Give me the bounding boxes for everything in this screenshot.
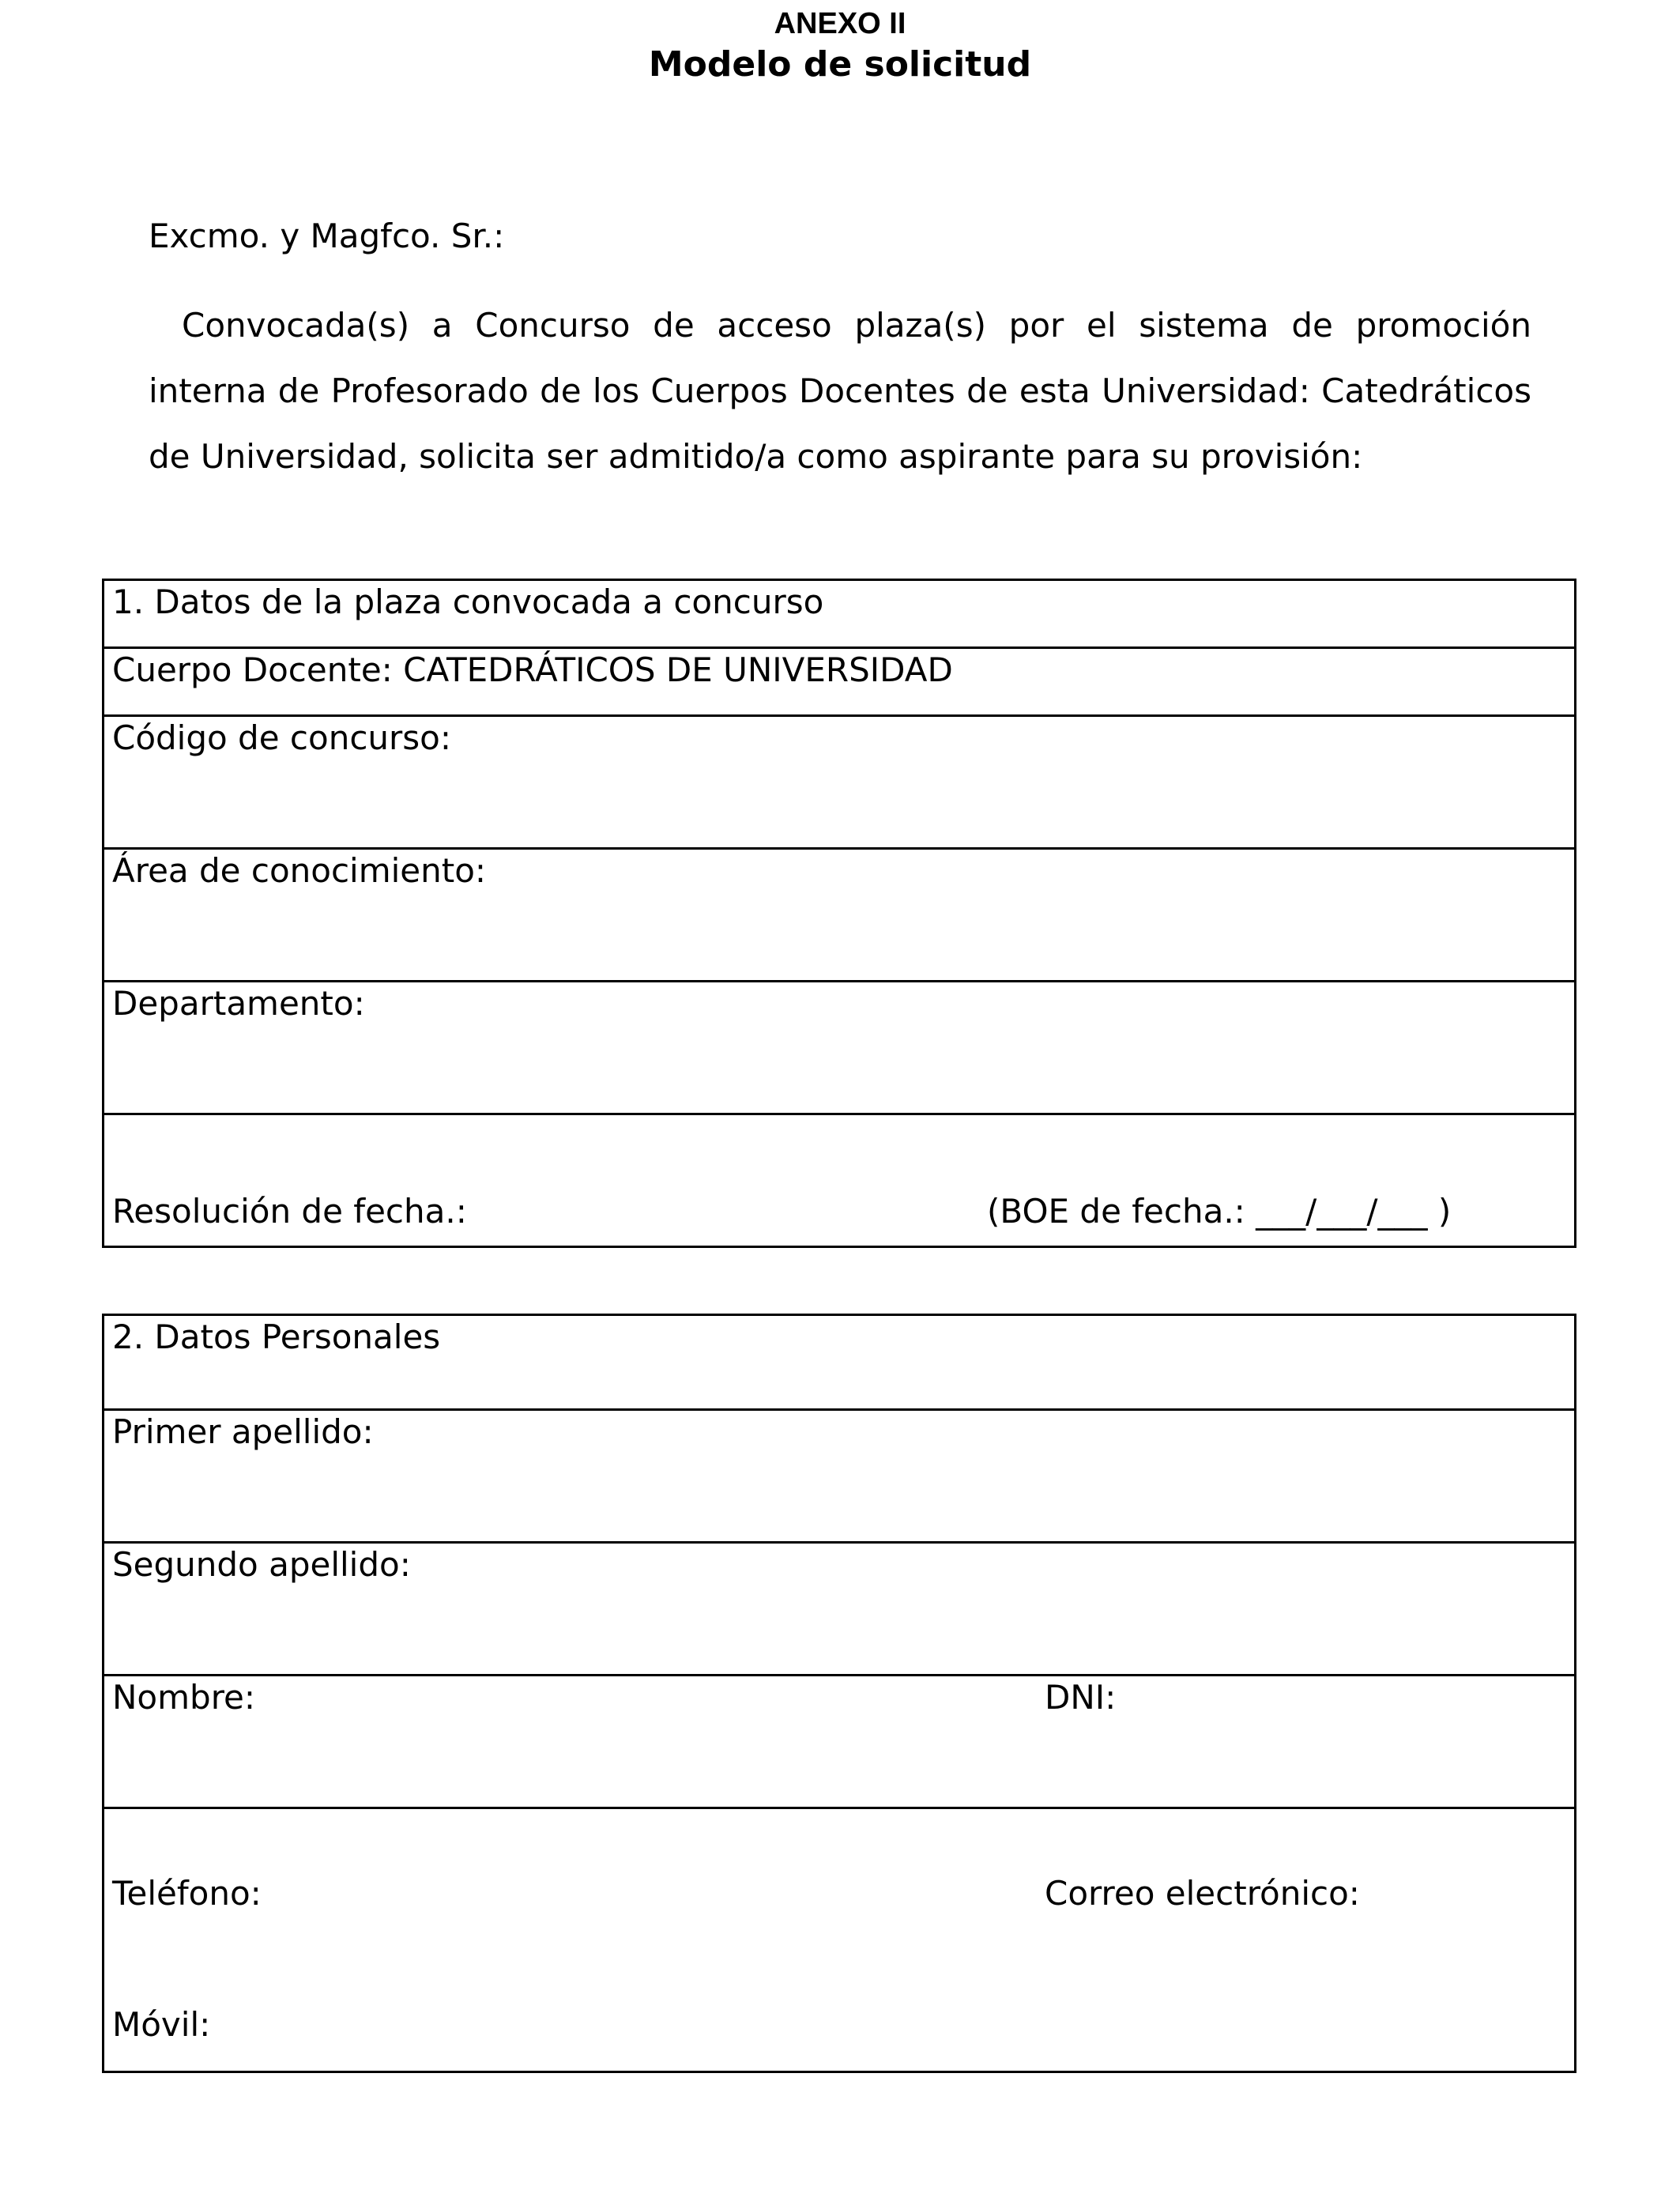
resolucion-field[interactable] — [104, 1114, 1576, 1247]
resolucion-label: Resolución de fecha.: — [112, 1192, 467, 1231]
area-conocimiento-field[interactable] — [104, 849, 1576, 982]
annex-label: ANEXO II — [774, 7, 906, 40]
plaza-data-table — [102, 579, 1576, 1248]
movil-label: Móvil: — [112, 2005, 211, 2044]
section1-heading: 1. Datos de la plaza convocada a concurso — [104, 580, 1576, 648]
salutation: Excmo. y Magfco. Sr.: — [149, 217, 505, 255]
departamento-label: Departamento: — [112, 984, 365, 1023]
codigo-concurso-label: Código de concurso: — [112, 718, 452, 757]
personal-data-table — [102, 1314, 1576, 2073]
intro-paragraph: Convocada(s) a Concurso de acceso plaza(s) por el sistema de promoción interna de Profesorado de los Cuerpos Docentes de esta Universidad: Catedráticos de Universidad, solicita ser admitido/a como aspirante para su provisión: — [149, 306, 1531, 476]
contact-field[interactable] — [104, 1808, 1576, 2072]
segundo-apellido-field[interactable] — [104, 1543, 1576, 1676]
document-title: Modelo de solicitud — [648, 44, 1032, 85]
nombre-label: Nombre: — [112, 1678, 256, 1717]
dni-label: DNI: — [1045, 1678, 1117, 1717]
segundo-apellido-label: Segundo apellido: — [112, 1545, 411, 1584]
codigo-concurso-field[interactable] — [104, 716, 1576, 849]
boe-fecha-label: (BOE de fecha.: ___/___/___ ) — [987, 1192, 1452, 1231]
area-conocimiento-label: Área de conocimiento: — [112, 851, 487, 890]
nombre-dni-field[interactable] — [104, 1676, 1576, 1808]
primer-apellido-label: Primer apellido: — [112, 1412, 374, 1451]
section2-heading: 2. Datos Personales — [104, 1315, 1576, 1410]
cuerpo-docente-field: Cuerpo Docente: CATEDRÁTICOS DE UNIVERSIDAD — [104, 648, 1576, 716]
departamento-field[interactable] — [104, 982, 1576, 1114]
correo-label: Correo electrónico: — [1045, 1874, 1360, 1913]
primer-apellido-field[interactable] — [104, 1410, 1576, 1543]
telefono-label: Teléfono: — [112, 1874, 262, 1913]
